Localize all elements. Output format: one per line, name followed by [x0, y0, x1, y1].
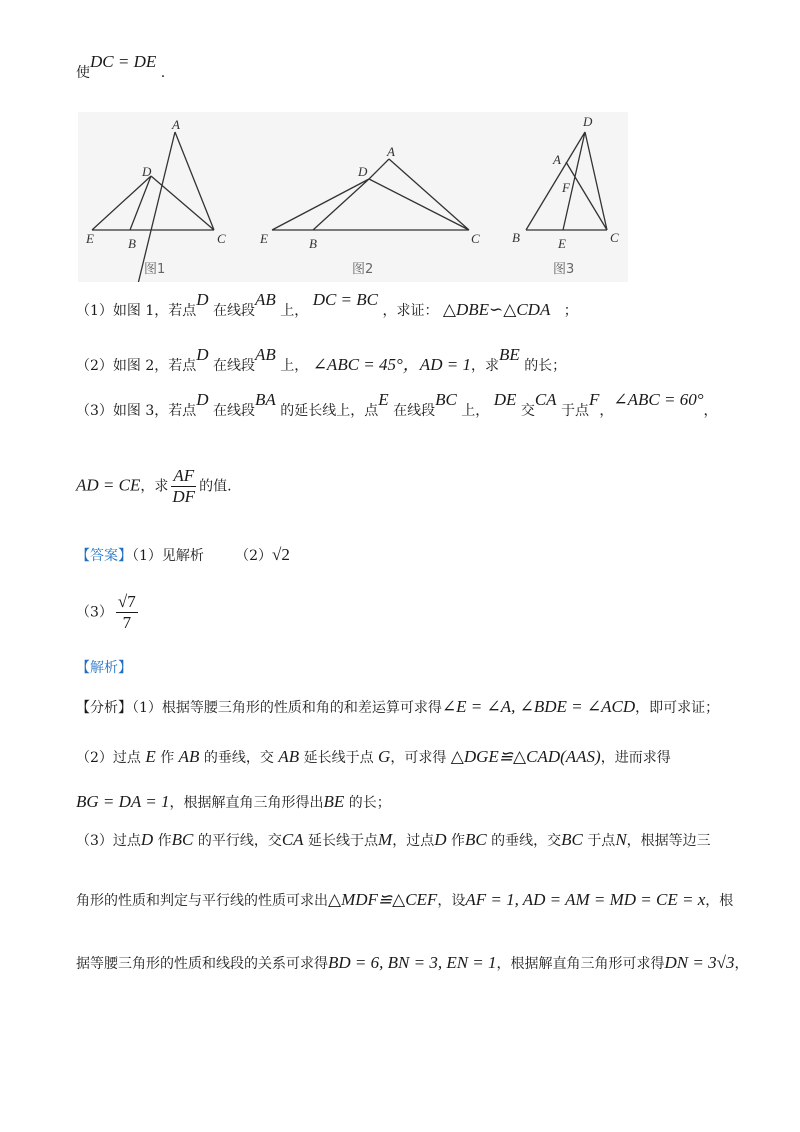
q3-math4: BC: [435, 390, 457, 409]
q3b-text2: 的值.: [199, 478, 232, 495]
p3b-text3: ，根: [705, 893, 734, 909]
fenxi-math1: ∠E = ∠A, ∠BDE = ∠ACD: [441, 697, 636, 716]
p2b-math2: BE: [323, 792, 345, 811]
fenxi-label: 【分析】: [76, 700, 132, 716]
q2-text5: 的长；: [524, 358, 567, 374]
fig3-label-F: F: [562, 180, 570, 195]
analysis-label: 【解析】: [76, 660, 132, 676]
part3-line: [76, 830, 711, 850]
p3-text6: 作: [450, 833, 465, 849]
p3c-text2: ，根据解直角三角形可求得: [496, 956, 665, 972]
p3c-text3: ，: [734, 956, 749, 972]
question-2: [76, 345, 567, 375]
answer-1: （1）见解析: [132, 548, 204, 564]
figure-panel: [78, 112, 628, 282]
q3-text7: 于点: [561, 403, 590, 419]
answer-2-label: （2）: [235, 548, 272, 564]
q3-text6: 交: [520, 403, 535, 419]
p3c-text1: 据等腰三角形的性质和线段的关系可求得: [76, 956, 328, 972]
fenxi-text2: ，即可求证；: [635, 700, 720, 716]
fig2-label-B: B: [309, 236, 317, 251]
p2-math5: △DGE≌△CAD(AAS): [450, 747, 601, 766]
fig1-lines: [92, 132, 214, 282]
p3-text1: （3）过点: [76, 833, 141, 849]
q1-math3: DC = BC: [312, 290, 378, 309]
q3b-fraction-den: DF: [172, 487, 196, 506]
q3-math7: F: [589, 390, 600, 409]
q3-text8: ，: [599, 403, 614, 419]
answer-3-den: 7: [122, 613, 132, 632]
q3-text5: 上，: [461, 403, 490, 419]
answer-line: [76, 545, 290, 565]
caption-fig1: 图1: [144, 262, 166, 277]
caption-fig2: 图2: [352, 262, 374, 277]
fig2-label-E: E: [260, 231, 268, 246]
q3-text4: 在线段: [393, 403, 436, 419]
q2-math2: AB: [255, 345, 276, 364]
answer-2-value: √2: [272, 545, 290, 564]
p3b-math2: AF = 1, AD = AM = MD = CE = x: [465, 890, 706, 909]
q3b-math1: AD = CE: [76, 475, 141, 495]
part3-line-c: [76, 953, 748, 973]
fig2-label-A: A: [387, 144, 395, 159]
p2b-math1: BG = DA = 1: [76, 792, 170, 811]
p2-text2: 作: [160, 750, 175, 766]
fig2-lines: [272, 159, 469, 230]
part3-line-b: [76, 890, 733, 910]
q3-math5: DE: [493, 390, 517, 409]
q3-math1: D: [196, 390, 209, 409]
fenxi-line: [76, 697, 719, 717]
intro-end: .: [160, 65, 166, 81]
p2b-text1: ，根据解直角三角形得出: [169, 795, 324, 811]
fig3-label-B: B: [512, 230, 520, 245]
p3-text4: 延长线于点: [308, 833, 379, 849]
p3-math4: M: [378, 830, 393, 849]
p2-text5: ，可求得: [390, 750, 447, 766]
p3c-math1: BD = 6, BN = 3, EN = 1: [328, 953, 497, 972]
p2-text4: 延长线于点: [303, 750, 374, 766]
intro-line: [76, 52, 166, 82]
p3b-text2: ，设: [437, 893, 466, 909]
q3-text9: ，: [703, 403, 718, 419]
p3-math7: BC: [561, 830, 583, 849]
p2-math1: E: [145, 747, 156, 766]
p2-text3: 的垂线，交: [203, 750, 274, 766]
q2-math1: D: [196, 345, 209, 364]
fig2-label-D: D: [358, 164, 368, 179]
p3b-math1: △MDF≌△CEF: [328, 890, 438, 909]
q2-text3: 上，: [280, 358, 309, 374]
caption-fig3: 图3: [553, 262, 575, 277]
q1-text3: 上，: [280, 303, 309, 319]
answer-3-line: [76, 592, 141, 633]
part2-line-b: [76, 792, 391, 812]
answer-label: 【答案】: [76, 548, 132, 564]
intro-text: 使: [76, 65, 90, 81]
p3-text7: 的垂线，交: [491, 833, 562, 849]
q1-math4: △DBE∽△CDA: [442, 300, 551, 319]
fig3-label-C: C: [610, 230, 619, 245]
fig1-label-E: E: [86, 231, 94, 246]
q2-text1: （2）如图 2，若点: [76, 358, 197, 374]
q2-math4: BE: [498, 345, 520, 364]
q3b-text1: ，求: [140, 478, 169, 495]
analysis-heading: [76, 657, 132, 677]
p3-text8: 于点: [587, 833, 616, 849]
p2-text1: （2）过点: [76, 750, 141, 766]
q2-text4: ，求: [470, 358, 499, 374]
p3-math8: N: [615, 830, 627, 849]
q1-text4: ，求证：: [382, 303, 439, 319]
answer-3-label: （3）: [76, 604, 113, 621]
answer-3-fraction: [116, 592, 138, 633]
fig1-label-C: C: [217, 231, 226, 246]
q2-math3: ∠ABC = 45°，AD = 1: [312, 355, 471, 374]
q1-text2: 在线段: [213, 303, 255, 319]
p3-math5: D: [434, 830, 447, 849]
q3-math8: ∠ABC = 60°: [613, 390, 704, 409]
p3c-math2: DN = 3√3: [664, 953, 735, 972]
fig1-label-A: A: [172, 117, 180, 132]
p3-math2: BC: [171, 830, 194, 849]
fig3-label-D: D: [583, 114, 593, 129]
q3-text1: （3）如图 3，若点: [76, 403, 197, 419]
intro-math: DC = DE: [90, 52, 157, 71]
p2-math4: G: [378, 747, 391, 766]
part2-line: [76, 747, 671, 767]
fenxi-text1: （1）根据等腰三角形的性质和角的和差运算可求得: [132, 700, 442, 716]
q1-text1: （1）如图 1，若点: [76, 303, 197, 319]
p3-text9: ，根据等边三: [626, 833, 711, 849]
fig3-label-E: E: [558, 236, 566, 251]
p2b-text2: 的长；: [348, 795, 391, 811]
q3b-fraction-num: AF: [173, 466, 195, 485]
q3b-fraction: [171, 466, 196, 507]
q3-text2: 在线段: [213, 403, 255, 419]
q3-math2: BA: [255, 390, 276, 409]
p3-math3: CA: [281, 830, 304, 849]
fig2-label-C: C: [471, 231, 480, 246]
fig3-label-A: A: [553, 152, 561, 167]
q3-math6: CA: [534, 390, 557, 409]
p3b-text1: 角形的性质和判定与平行线的性质可求出: [76, 893, 328, 909]
fig1-label-B: B: [128, 236, 136, 251]
p3-text3: 的平行线，交: [197, 833, 282, 849]
q3-math3: E: [378, 390, 389, 409]
question-3: [76, 390, 718, 420]
question-3-cont: [76, 466, 232, 507]
p3-math6: BC: [464, 830, 487, 849]
answer-3-num: √7: [117, 592, 136, 611]
q3-text3: 的延长线上，点: [280, 403, 379, 419]
p3-text5: ，过点: [392, 833, 435, 849]
p3-text2: 作: [157, 833, 172, 849]
q1-math2: AB: [255, 290, 276, 309]
q2-text2: 在线段: [213, 358, 255, 374]
fig1-label-D: D: [142, 164, 152, 179]
question-1: [76, 290, 578, 320]
p3-math1: D: [140, 830, 154, 849]
q1-text5: ；: [563, 303, 578, 319]
q1-math1: D: [196, 290, 209, 309]
p2-text6: ，进而求得: [600, 750, 671, 766]
p2-math2: AB: [178, 747, 200, 766]
p2-math3: AB: [278, 747, 300, 766]
